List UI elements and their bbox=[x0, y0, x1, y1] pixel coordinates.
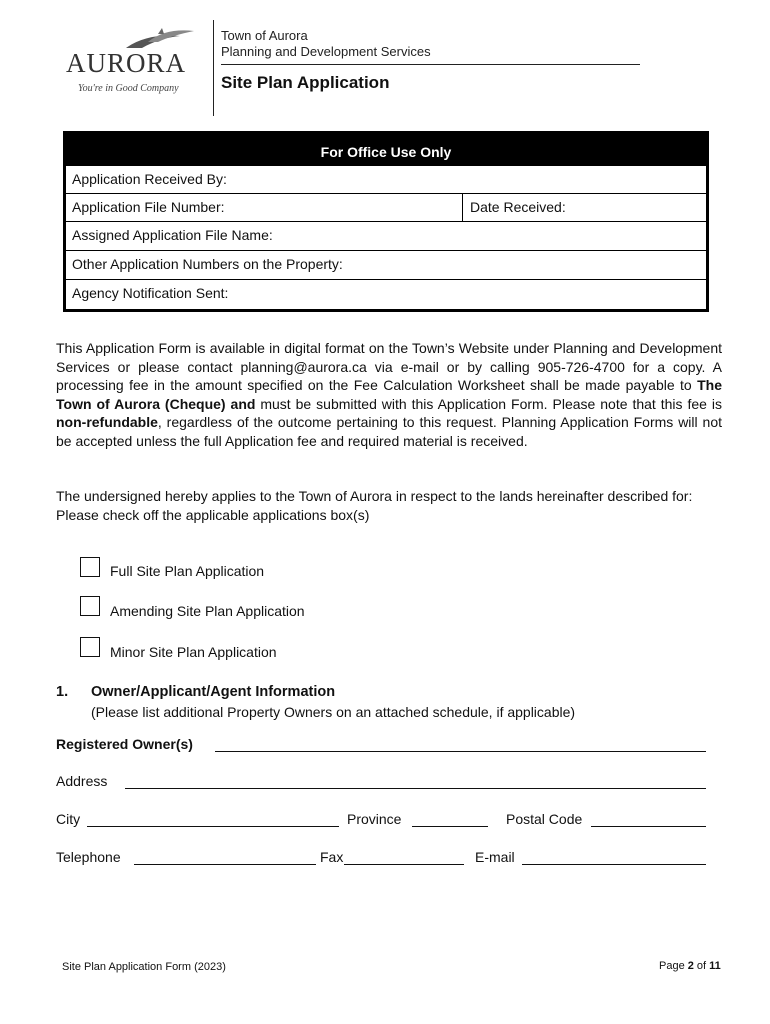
amending-site-plan-checkbox[interactable] bbox=[80, 596, 100, 616]
registered-owner-field[interactable] bbox=[215, 751, 706, 752]
office-row-received-by bbox=[66, 165, 706, 193]
address-label: Address bbox=[56, 773, 108, 789]
postal-code-field[interactable] bbox=[591, 826, 706, 827]
full-site-plan-checkbox[interactable] bbox=[80, 557, 100, 577]
cell-divider bbox=[462, 194, 463, 221]
org-name: Town of Aurora bbox=[221, 28, 308, 43]
received-by-label: Application Received By: bbox=[72, 171, 227, 187]
amending-site-plan-label: Amending Site Plan Application bbox=[110, 603, 305, 619]
fax-label: Fax bbox=[320, 849, 344, 865]
document-title: Site Plan Application bbox=[221, 73, 390, 92]
office-row-other-numbers bbox=[66, 250, 706, 278]
file-name-label: Assigned Application File Name: bbox=[72, 227, 273, 243]
city-field[interactable] bbox=[87, 826, 339, 827]
office-use-table bbox=[63, 131, 709, 312]
telephone-label: Telephone bbox=[56, 849, 121, 865]
section-subtitle: (Please list additional Property Owners on an attached schedule, if applicable) bbox=[91, 704, 576, 720]
registered-owner-label: Registered Owner(s) bbox=[56, 736, 193, 752]
other-numbers-label: Other Application Numbers on the Property: bbox=[72, 256, 343, 272]
province-label: Province bbox=[347, 811, 402, 827]
office-use-heading: For Office Use Only bbox=[66, 134, 706, 165]
town-logo bbox=[60, 26, 208, 98]
email-label: E-mail bbox=[475, 849, 515, 865]
header-divider-horizontal bbox=[221, 64, 640, 65]
applies-paragraph: The undersigned hereby applies to the Town of Aurora in respect to the lands hereinafter described for: Please check off the applicable applications box(s) bbox=[56, 488, 693, 523]
section-number: 1. bbox=[56, 684, 69, 700]
city-label: City bbox=[56, 811, 81, 827]
minor-site-plan-checkbox[interactable] bbox=[80, 637, 100, 657]
email-field[interactable] bbox=[522, 864, 706, 865]
address-field[interactable] bbox=[125, 788, 706, 789]
office-row-file-name bbox=[66, 221, 706, 249]
department-name: Planning and Development Services bbox=[221, 44, 431, 59]
office-row-file-number bbox=[66, 193, 706, 221]
province-field[interactable] bbox=[412, 826, 488, 827]
postal-code-label: Postal Code bbox=[506, 811, 583, 827]
file-number-label: Application File Number: bbox=[72, 199, 225, 215]
header-divider-vertical bbox=[213, 20, 214, 116]
fax-field[interactable] bbox=[344, 864, 464, 865]
office-row-agency-notification bbox=[66, 279, 706, 307]
logo-tagline: You're in Good Company bbox=[78, 83, 179, 94]
footer-page-number: Page 2 of 11 bbox=[659, 960, 721, 972]
date-received-label: Date Received: bbox=[470, 199, 566, 215]
telephone-field[interactable] bbox=[134, 864, 316, 865]
full-site-plan-label: Full Site Plan Application bbox=[110, 563, 265, 579]
section-title: Owner/Applicant/Agent Information bbox=[91, 684, 336, 700]
footer-form-name: Site Plan Application Form (2023) bbox=[62, 961, 226, 973]
intro-paragraph: This Application Form is available in digital format on the Town’s Website under Planning and Development Services or please contact planning@aurora.ca via e-mail or by calling 905-726-4700 for a copy. A processing fee in the amount specified on the Fee Calculation Worksheet shall be made payable to The Town of Aurora (Cheque) and must be submitted with this Application Form. Please note that this fee is non-refundable, regardless of the outcome pertaining to this request. Planning Application Forms will not be accepted unless the full Application fee and required material is received. bbox=[56, 340, 722, 449]
agency-notification-label: Agency Notification Sent: bbox=[72, 285, 229, 301]
logo-wordmark: AURORA bbox=[66, 48, 187, 78]
minor-site-plan-label: Minor Site Plan Application bbox=[110, 644, 277, 660]
